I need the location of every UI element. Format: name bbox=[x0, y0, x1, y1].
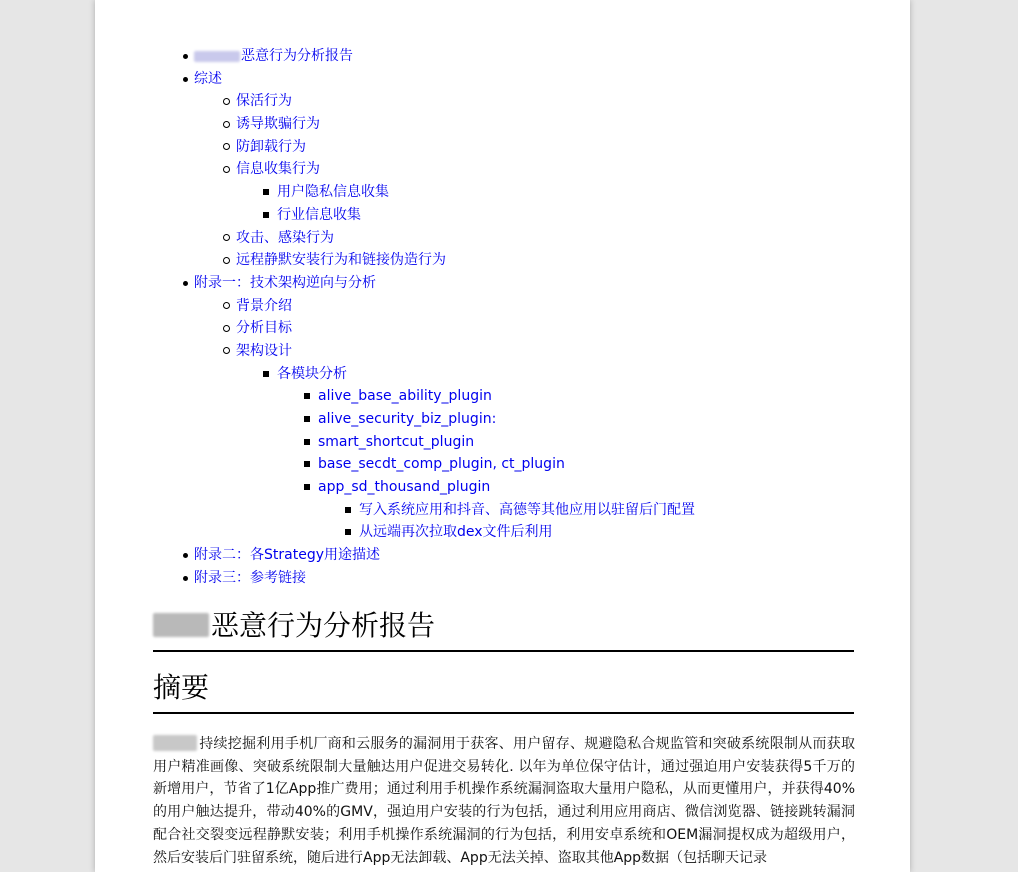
toc-link[interactable]: 附录三：参考链接 bbox=[194, 569, 306, 586]
toc-item bbox=[318, 408, 910, 431]
summary-paragraph bbox=[153, 733, 855, 869]
toc-item bbox=[236, 317, 910, 340]
toc-link[interactable]: 攻击、感染行为 bbox=[236, 229, 334, 246]
toc-item bbox=[236, 90, 910, 113]
toc-link[interactable]: 附录二：各Strategy用途描述 bbox=[194, 547, 380, 564]
document-heading bbox=[153, 604, 854, 652]
toc-item bbox=[236, 249, 910, 272]
document-page bbox=[95, 0, 910, 872]
document-heading-text: 恶意行为分析报告 bbox=[211, 609, 436, 642]
toc-link[interactable]: 背景介绍 bbox=[236, 297, 292, 314]
toc-link[interactable]: 附录一：技术架构逆向与分析 bbox=[194, 274, 376, 291]
toc-item bbox=[318, 476, 910, 499]
toc-link[interactable]: 保活行为 bbox=[236, 93, 292, 110]
toc-item bbox=[236, 340, 910, 363]
toc-item bbox=[194, 567, 910, 590]
section-heading: 摘要 bbox=[153, 666, 854, 714]
redacted-name bbox=[153, 735, 197, 751]
toc-item bbox=[236, 295, 910, 318]
toc-item bbox=[318, 385, 910, 408]
toc-link[interactable]: 用户隐私信息收集 bbox=[277, 184, 389, 201]
toc-item bbox=[318, 453, 910, 476]
toc-item bbox=[277, 181, 910, 204]
toc-item bbox=[318, 431, 910, 454]
toc-link-title[interactable]: 恶意行为分析报告 bbox=[241, 48, 353, 64]
toc-link[interactable]: 防卸载行为 bbox=[236, 138, 306, 155]
toc-link[interactable]: 从远端再次拉取dex文件后利用 bbox=[359, 524, 553, 541]
toc-item bbox=[236, 158, 910, 181]
toc-link[interactable]: alive_base_ability_plugin bbox=[318, 388, 492, 405]
toc-link[interactable]: 架构设计 bbox=[236, 342, 292, 359]
toc-link[interactable]: 各模块分析 bbox=[277, 365, 347, 382]
toc-item bbox=[194, 272, 910, 295]
table-of-contents bbox=[95, 45, 910, 590]
toc-link[interactable]: 综述 bbox=[194, 70, 222, 87]
toc-item bbox=[194, 68, 910, 91]
toc-link[interactable]: alive_security_biz_plugin: bbox=[318, 411, 497, 427]
toc-link[interactable]: smart_shortcut_plugin bbox=[318, 433, 475, 450]
toc-link[interactable]: 信息收集行为 bbox=[236, 161, 320, 178]
toc-link[interactable]: 行业信息收集 bbox=[277, 206, 361, 223]
toc-link[interactable]: 写入系统应用和抖音、高德等其他应用以驻留后门配置 bbox=[359, 501, 695, 518]
summary-text: 持续挖掘利用手机厂商和云服务的漏洞用于获客、用户留存、规避隐私合规监管和突破系统限制从而获取用户精准画像、突破系统限制大量触达用户促进交易转化. 以年为单位保守估计，通过强迫用户安装获得5千万的新增用户，节省了1亿App推广费用；通过利用手机操作系统漏洞盗取大量用户隐私，从而更懂用户，并获得40%的用户触达提升，带动40%的GMV，强迫用户安装的行为包括，通过利用应用商店、微信浏览器、链接跳转漏洞配合社交裂变远程静默安装；利用手机操作系统漏洞的行为包括，利用安卓系统和OEM漏洞提权成为超级用户，然后安装后门驻留系统，随后进行App无法卸载、App无法关掉、盗取其他App数据（包括聊天记录 bbox=[153, 736, 855, 866]
toc-item bbox=[194, 45, 910, 68]
toc-link[interactable]: app_sd_thousand_plugin bbox=[318, 479, 491, 496]
redacted-name bbox=[194, 51, 240, 62]
toc-link[interactable]: base_secdt_comp_plugin, ct_plugin bbox=[318, 456, 565, 473]
toc-item bbox=[236, 136, 910, 159]
toc-item bbox=[277, 204, 910, 227]
toc-item bbox=[236, 227, 910, 250]
toc-link[interactable]: 远程静默安装行为和链接伪造行为 bbox=[236, 252, 446, 269]
toc-item bbox=[359, 521, 910, 544]
toc-item bbox=[277, 363, 910, 386]
toc-item bbox=[194, 544, 910, 567]
toc-item bbox=[236, 113, 910, 136]
toc-item bbox=[359, 499, 910, 522]
toc-link[interactable]: 诱导欺骗行为 bbox=[236, 116, 320, 133]
toc-link[interactable]: 分析目标 bbox=[236, 320, 292, 337]
redacted-name bbox=[153, 613, 209, 637]
